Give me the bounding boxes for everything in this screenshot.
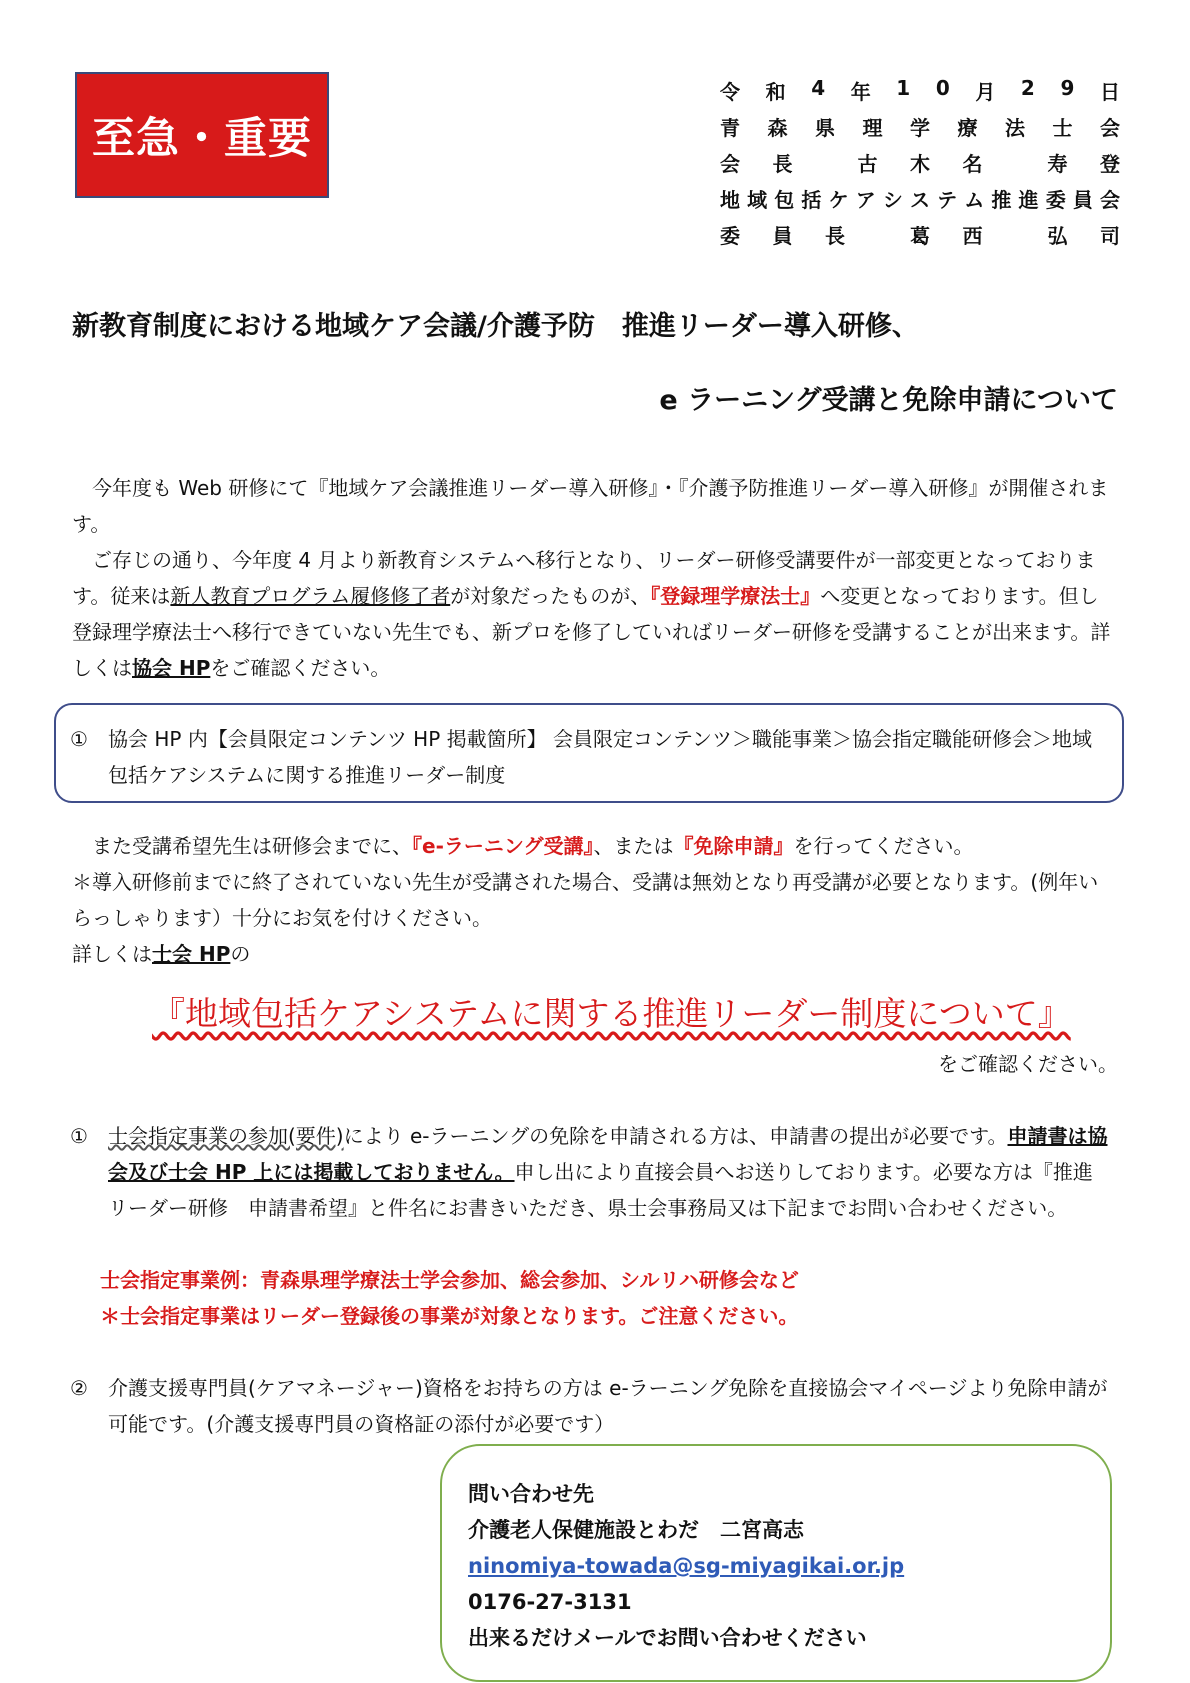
association-hp-link[interactable]: 協会 HP bbox=[132, 656, 211, 680]
header-committee: 地 域 包 括 ケ ア シ ス テ ム 推 進 委 員 会 bbox=[720, 188, 1120, 212]
header-date: 令 和 4 年 1 0 月 2 9 日 bbox=[720, 76, 1120, 104]
contact-phone: 0176-27-3131 bbox=[468, 1590, 632, 1614]
designated-events-warning: ＊士会指定事業はリーダー登録後の事業が対象となります。ご注意ください。 bbox=[100, 1304, 799, 1328]
box1-number: ① bbox=[70, 727, 88, 751]
exemption-text: 『免除申請』 bbox=[673, 834, 794, 858]
item1-number: ① bbox=[70, 1124, 88, 1148]
item2-number: ② bbox=[70, 1376, 88, 1400]
registered-pt-text: 『登録理学療法士』 bbox=[650, 584, 821, 608]
urgent-badge bbox=[75, 72, 329, 198]
document-title-line2: e ラーニング受講と免除申請について bbox=[659, 385, 1118, 416]
urgent-badge-text: 至急・重要 bbox=[92, 113, 312, 164]
prefectural-hp-link[interactable]: 士会 HP bbox=[152, 942, 231, 966]
intro-paragraph-1: 今年度も Web 研修にて『地域ケア会議推進リーダー導入研修』・『介護予防推進リーダー導入研修』が開催されます。 bbox=[72, 476, 1109, 536]
designated-events-example: 士会指定事業例：青森県理学療法士学会参加、総会参加、シルリハ研修会など bbox=[100, 1268, 799, 1292]
request-note: ＊導入研修前までに終了されていない先生が受講された場合、受講は無効となり再受講が必要となります。(例年いらっしゃります）十分にお気を付けください。 bbox=[72, 870, 1099, 930]
item2-text: 介護支援専門員(ケアマネージャー)資格をお持ちの方は e-ラーニング免除を直接協会マイページより免除申請が可能です。(介護支援専門員の資格証の添付が必要です） bbox=[108, 1376, 1108, 1436]
request-line: また受講希望先生は研修会までに、『e-ラーニング受講』、または『免除申請』を行ってください。 bbox=[92, 834, 974, 858]
new-staff-program-text: 新人教育プログラム履修修了者 bbox=[170, 584, 451, 608]
confirm-text: をご確認ください。 bbox=[938, 1052, 1118, 1076]
not-posted-notice: 申請書は協会及び士会 HP 上には掲載しておりません。 bbox=[108, 1124, 1108, 1184]
intro-paragraph-2: ご存じの通り、今年度 4 月より新教育システムへ移行となり、リーダー研修受講要件が一部変更となっております。従来は新人教育プログラム履修修了者が対象だったものが、『登録理学療法士』へ変更となっております。但し登録理学療法士へ移行できていない先生でも、新プロを修了していればリーダー研修を受講することが出来ます。詳しくは協会 HPをご確認ください。 bbox=[72, 548, 1111, 680]
item1-text: 士会指定事業の参加(要件)により e-ラーニングの免除を申請される方は、申請書の提出が必要です。申請書は協会及び士会 HP 上には掲載しておりません。申し出により直接会員へお送りしております。必要な方は『推進リーダー研修 申請書希望』と件名にお書きいただき、県士会事務局又は下記までお問い合わせください。 bbox=[108, 1124, 1108, 1220]
request-detail: 詳しくは士会 HPの bbox=[72, 942, 251, 966]
header-president: 会 長 古 木 名 寿 登 bbox=[720, 152, 1120, 176]
leader-system-link[interactable]: 『地域包括ケアシステムに関する推進リーダー制度について』 bbox=[152, 994, 1071, 1033]
contact-email-link[interactable]: ninomiya-towada@sg-miyagikai.or.jp bbox=[468, 1554, 905, 1578]
contact-heading: 問い合わせ先 bbox=[468, 1482, 594, 1506]
contact-details bbox=[468, 1476, 904, 1656]
header-org: 青 森 県 理 学 療 法 士 会 bbox=[720, 116, 1120, 140]
contact-note: 出来るだけメールでお問い合わせください bbox=[468, 1626, 867, 1650]
request-section bbox=[72, 828, 1118, 972]
box1-text: 協会 HP 内【会員限定コンテンツ HP 掲載箇所】 会員限定コンテンツ＞職能事業＞協会指定職能研修会＞地域包括ケアシステムに関する推進リーダー制度 bbox=[108, 727, 1092, 787]
header-chair: 委 員 長 葛 西 弘 司 bbox=[720, 224, 1120, 248]
document-title-line1: 新教育制度における地域ケア会議/介護予防 推進リーダー導入研修、 bbox=[72, 311, 919, 342]
contact-org: 介護老人保健施設とわだ 二宮高志 bbox=[468, 1518, 804, 1542]
elearning-text: 『e-ラーニング受講』 bbox=[412, 834, 594, 858]
intro-section bbox=[72, 470, 1118, 686]
